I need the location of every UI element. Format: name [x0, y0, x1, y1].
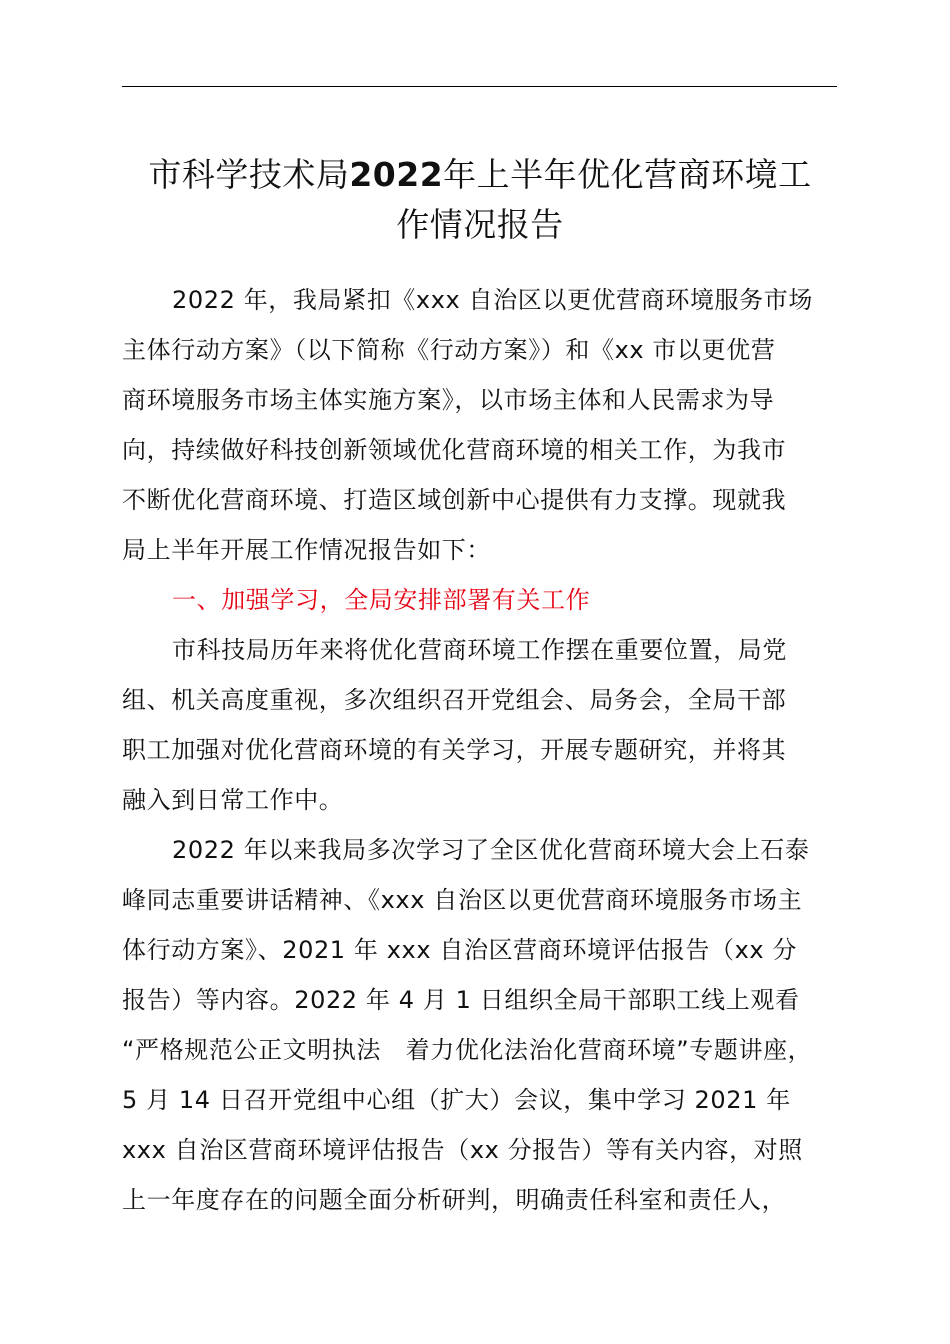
paragraph-line: 2022 年以来我局多次学习了全区优化营商环境大会上石泰: [172, 836, 810, 864]
paragraph-line: 市科技局历年来将优化营商环境工作摆在重要位置，局党: [172, 636, 787, 664]
document-title: [110, 150, 850, 250]
paragraph-line: 报告）等内容。2022 年 4 月 1 日组织全局干部职工线上观看: [122, 986, 800, 1014]
title-line2: 作情况报告: [396, 205, 564, 244]
paragraph-line: 体行动方案》、2021 年 xxx 自治区营商环境评估报告（xx 分: [122, 936, 798, 964]
paragraph-line: 商环境服务市场主体实施方案》，以市场主体和人民需求为导: [122, 386, 775, 414]
paragraph-line: 融入到日常工作中。: [122, 786, 344, 814]
paragraph-line: “严格规范公正文明执法 着力优化法治化营商环境”专题讲座，: [122, 1036, 813, 1064]
paragraph-line: 主体行动方案》（以下简称《行动方案》）和《xx 市以更优营: [122, 336, 776, 364]
title-part1: 市科学技术局: [148, 155, 350, 194]
paragraph-line: 不断优化营商环境、打造区域创新中心提供有力支撑。现就我: [122, 486, 787, 514]
title-part2: 年上半年优化营商环境工: [443, 155, 812, 194]
section-heading: 一、加强学习，全局安排部署有关工作: [172, 586, 591, 614]
header-rule: [122, 86, 837, 87]
paragraph-line: 上一年度存在的问题全面分析研判，明确责任科室和责任人，: [122, 1186, 787, 1214]
paragraph-line: 组、机关高度重视，多次组织召开党组会、局务会，全局干部: [122, 686, 787, 714]
paragraph-line: 局上半年开展工作情况报告如下：: [122, 536, 491, 564]
title-year: 2022: [349, 155, 444, 194]
paragraph-line: 职工加强对优化营商环境的有关学习，开展专题研究，并将其: [122, 736, 787, 764]
paragraph-line: 2022 年，我局紧扣《xxx 自治区以更优营商环境服务市场: [172, 286, 813, 314]
paragraph-line: 向，持续做好科技创新领域优化营商环境的相关工作，为我市: [122, 436, 787, 464]
paragraph-line: 峰同志重要讲话精神、《xxx 自治区以更优营商环境服务市场主: [122, 886, 803, 914]
paragraph-line: 5 月 14 日召开党组中心组（扩大）会议，集中学习 2021 年: [122, 1086, 791, 1114]
paragraph-line: xxx 自治区营商环境评估报告（xx 分报告）等有关内容，对照: [122, 1136, 803, 1164]
